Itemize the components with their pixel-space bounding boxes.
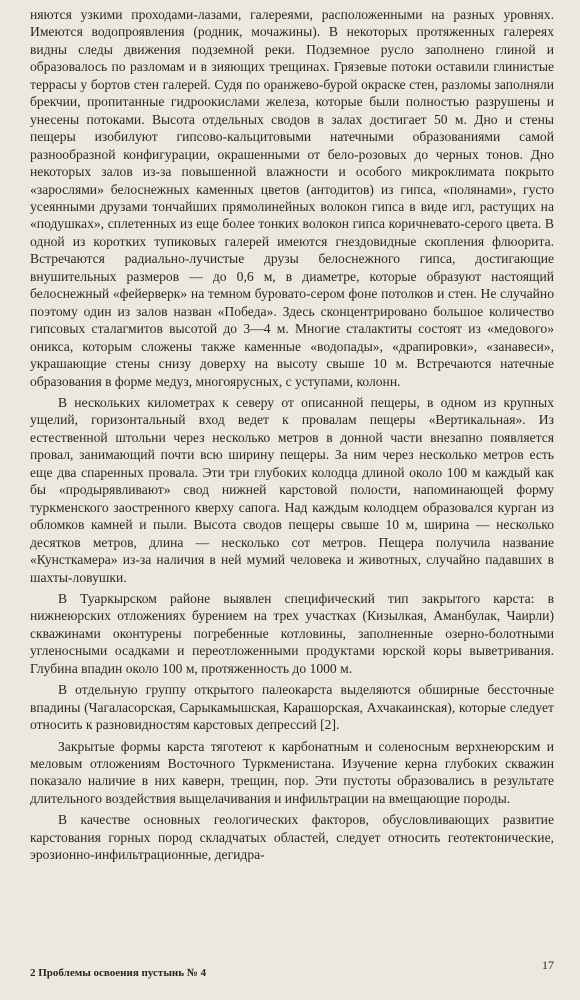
paragraph-6: В качестве основных геологических факторов, обусловливающих развитие карстования горных пород складчатых областей, следует относить геотектонические, эрозионно-инфильтрационные, дегидра- <box>30 812 554 863</box>
paragraph-2: В нескольких километрах к северу от описанной пещеры, в одном из крупных ущелий, горизонтальный вход ведет к провалам пещеры «Вертикальная». Из естественной штольни через несколько метров в донной части внезапно появляется провал, занимающий почти всю ширину пещеры. За ним через несколько метров есть еще два спаренных провала. Эти три глубоких колодца длиной около 100 м каждый как бы «продырявливают» свод нижней карстовой полости, напоминающей форму туркменского заостренного кверху сапога. Над каждым колодцем образовался курган из обломков камней и пыли. Высота сводов пещеры свыше 10 м, ширина — несколько десятков метров, длина — несколько сот метров. Пещера получила название «Кунсткамера» из-за наличия в ней мумий человека и животных, случайно падавших в шахты-ловушки. <box>30 394 554 585</box>
paragraph-4: В отдельную группу открытого палеокарста выделяются обширные бессточные впадины (Чагаласорская, Сарыкамышская, Карашорская, Ахчакаинская), которые следует относить к разновидностям карстовых депрессий [2]. <box>30 682 554 733</box>
paragraph-1: няются узкими проходами-лазами, галереями, расположенными на разных уровнях. Имеются водопроявления (родник, мочажины). В некоторых протяженных галереях видны следы движения подземной реки. Подземное русло заполнено глиной и образовалось по разломам и в зияющих трещинах. Грязевые потоки оставили глинистые террасы у бортов стен галерей. Судя по оранжево-бурой окраске стен, разломы заполняли брекчии, пропитанные гидроокислами железа, которые были полностью разрушены и унесены потоками. Высота отдельных сводов в залах достигает 50 м. Дно и стены пещеры изобилуют гипсово-кальцитовыми натечными образованиями самой разнообразной конфигурации, окрашенными от бело-розовых до черных тонов. Дно некоторых залов из-за повышенной влажности и особого микроклимата покрыто «зарослями» белоснежных каменных цветов (антодитов) из гипса, «полянами», густо усеянными друзами тончайших прямолинейных волокон гипса в виде игл, растущих на «подушках», сплетенных из еще более тонких волокон гипса коричневато-серого цвета. В одной из коротких тупиковых галерей имеются гнездовидные скопления флюорита. Встречаются радиально-лучистые друзы белоснежного гипса, достигающие внушительных размеров — до 0,6 м, в диаметре, которые образуют настоящий белоснежный «фейерверк» на темном буровато-сером фоне потолков и стен. Не случайно поэтому один из залов назван «Победа». Здесь сконцентрировано большое количество гипсовых сталагмитов высотой до 3—4 м. Многие сталактиты состоят из «медового» оникса, которым сложены также каменные «водопады», «драпировки», «занавеси», украшающие стены снизу доверху на высоту свыше 10 м. Встречаются натечные образования в форме медуз, многоярусных, с уступами, колонн. <box>30 7 554 389</box>
body-text <box>30 6 554 864</box>
signature-mark: 2 Проблемы освоения пустынь № 4 <box>30 967 207 979</box>
paragraph-3: В Туаркырском районе выявлен специфический тип закрытого карста: в нижнеюрских отложениях бурением на трех участках (Кизылкая, Аманбулак, Чаирли) скважинами оконтурены погребенные котловины, заполненные озерно-болотными угленосными осадками и переотложенными продуктами юрской коры выветривания. Глубина впадин около 100 м, протяженность до 1000 м. <box>30 590 554 676</box>
paragraph-5: Закрытые формы карста тяготеют к карбонатным и соленосным верхнеюрским и меловым отложениям Восточного Туркменистана. Изучение керна глубоких скважин показало наличие в них каверн, трещин, пор. Эти пустоты образовались в результате длительного воздействия выщелачивания и инфильтрации на вмещающие породы. <box>30 738 554 806</box>
page-number: 17 <box>542 958 554 972</box>
